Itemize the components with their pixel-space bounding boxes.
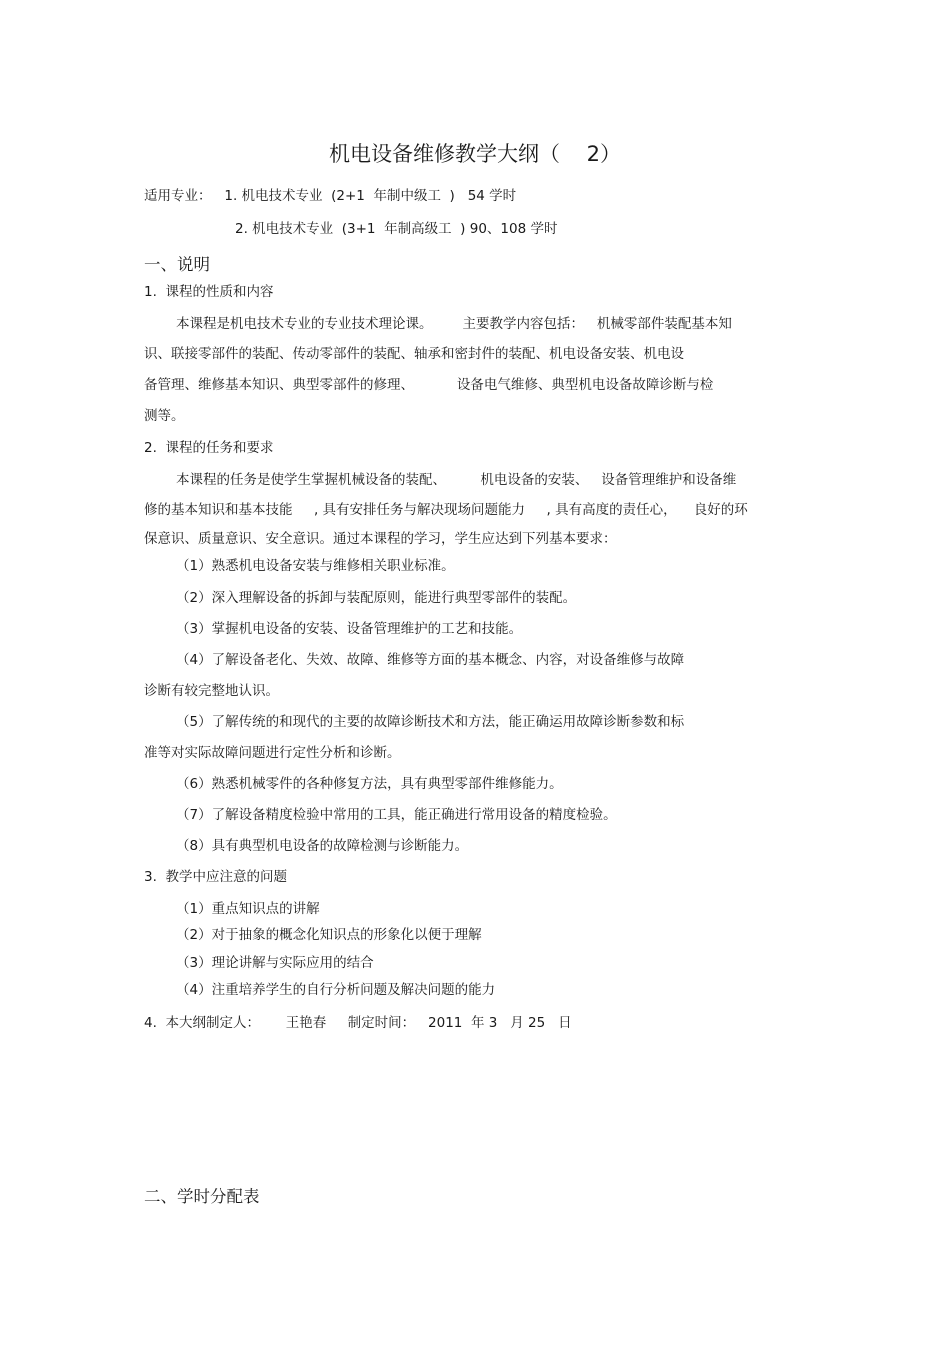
requirement-item: （7）了解设备精度检验中常用的工具，能正确进行常用设备的精度检验。 xyxy=(176,807,617,823)
applicable-majors-line-2: 2. 机电技术专业 (3+1 年制高级工 ) 90、108 学时 xyxy=(235,221,558,237)
paragraph-line: 备管理、维修基本知识、典型零部件的修理、 设备电气维修、典型机电设备故障诊断与检 xyxy=(144,377,714,393)
note-item: （1）重点知识点的讲解 xyxy=(176,901,320,917)
requirement-item: （2）深入理解设备的拆卸与装配原则，能进行典型零部件的装配。 xyxy=(176,590,577,606)
requirement-item: （3）掌握机电设备的安装、设备管理维护的工艺和技能。 xyxy=(176,621,523,637)
subsection-title-tasks: 2. 课程的任务和要求 xyxy=(144,440,274,456)
paragraph-line: 保意识、质量意识、安全意识。通过本课程的学习，学生应达到下列基本要求： xyxy=(144,531,617,547)
paragraph-line: 测等。 xyxy=(144,408,185,424)
requirement-item-continued: 准等对实际故障问题进行定性分析和诊断。 xyxy=(144,745,401,761)
paragraph-line: 识、联接零部件的装配、传动零部件的装配、轴承和密封件的装配、机电设备安装、机电设 xyxy=(144,346,684,362)
requirement-item: （1）熟悉机电设备安装与维修相关职业标准。 xyxy=(176,558,455,574)
subsection-title-notes: 3. 教学中应注意的问题 xyxy=(144,869,287,885)
section-heading-explanation: 一、说明 xyxy=(144,255,210,274)
paragraph-line: 本课程的任务是使学生掌握机械设备的装配、 机电设备的安装、 设备管理维护和设备维 xyxy=(176,472,737,488)
subsection-title-nature: 1. 课程的性质和内容 xyxy=(144,284,274,300)
note-item: （3）理论讲解与实际应用的结合 xyxy=(176,955,374,971)
note-item: （4）注重培养学生的自行分析问题及解决问题的能力 xyxy=(176,982,496,998)
note-item: （2）对于抽象的概念化知识点的形象化以便于理解 xyxy=(176,927,482,943)
requirement-item: （4）了解设备老化、失效、故障、维修等方面的基本概念、内容，对设备维修与故障 xyxy=(176,652,685,668)
page-title: 机电设备维修教学大纲（ 2） xyxy=(328,142,622,166)
requirement-item: （6）熟悉机械零件的各种修复方法，具有典型零部件维修能力。 xyxy=(176,776,563,792)
paragraph-line: 修的基本知识和基本技能 , 具有安排任务与解决现场问题能力 , 具有高度的责任心， 良好的环 xyxy=(144,502,748,518)
applicable-majors-line-1: 适用专业： 1. 机电技术专业 (2+1 年制中级工 ) 54 学时 xyxy=(144,188,517,204)
requirement-item: （5）了解传统的和现代的主要的故障诊断技术和方法，能正确运用故障诊断参数和标 xyxy=(176,714,685,730)
section-heading-hours-table: 二、学时分配表 xyxy=(144,1187,260,1206)
requirement-item-continued: 诊断有较完整地认识。 xyxy=(144,683,279,699)
requirement-item: （8）具有典型机电设备的故障检测与诊断能力。 xyxy=(176,838,469,854)
author-date-line: 4. 本大纲制定人： 王艳春 制定时间： 2011 年 3 月 25 日 xyxy=(144,1015,572,1031)
paragraph-line: 本课程是机电技术专业的专业技术理论课。 主要教学内容包括： 机械零部件装配基本知 xyxy=(176,316,732,332)
